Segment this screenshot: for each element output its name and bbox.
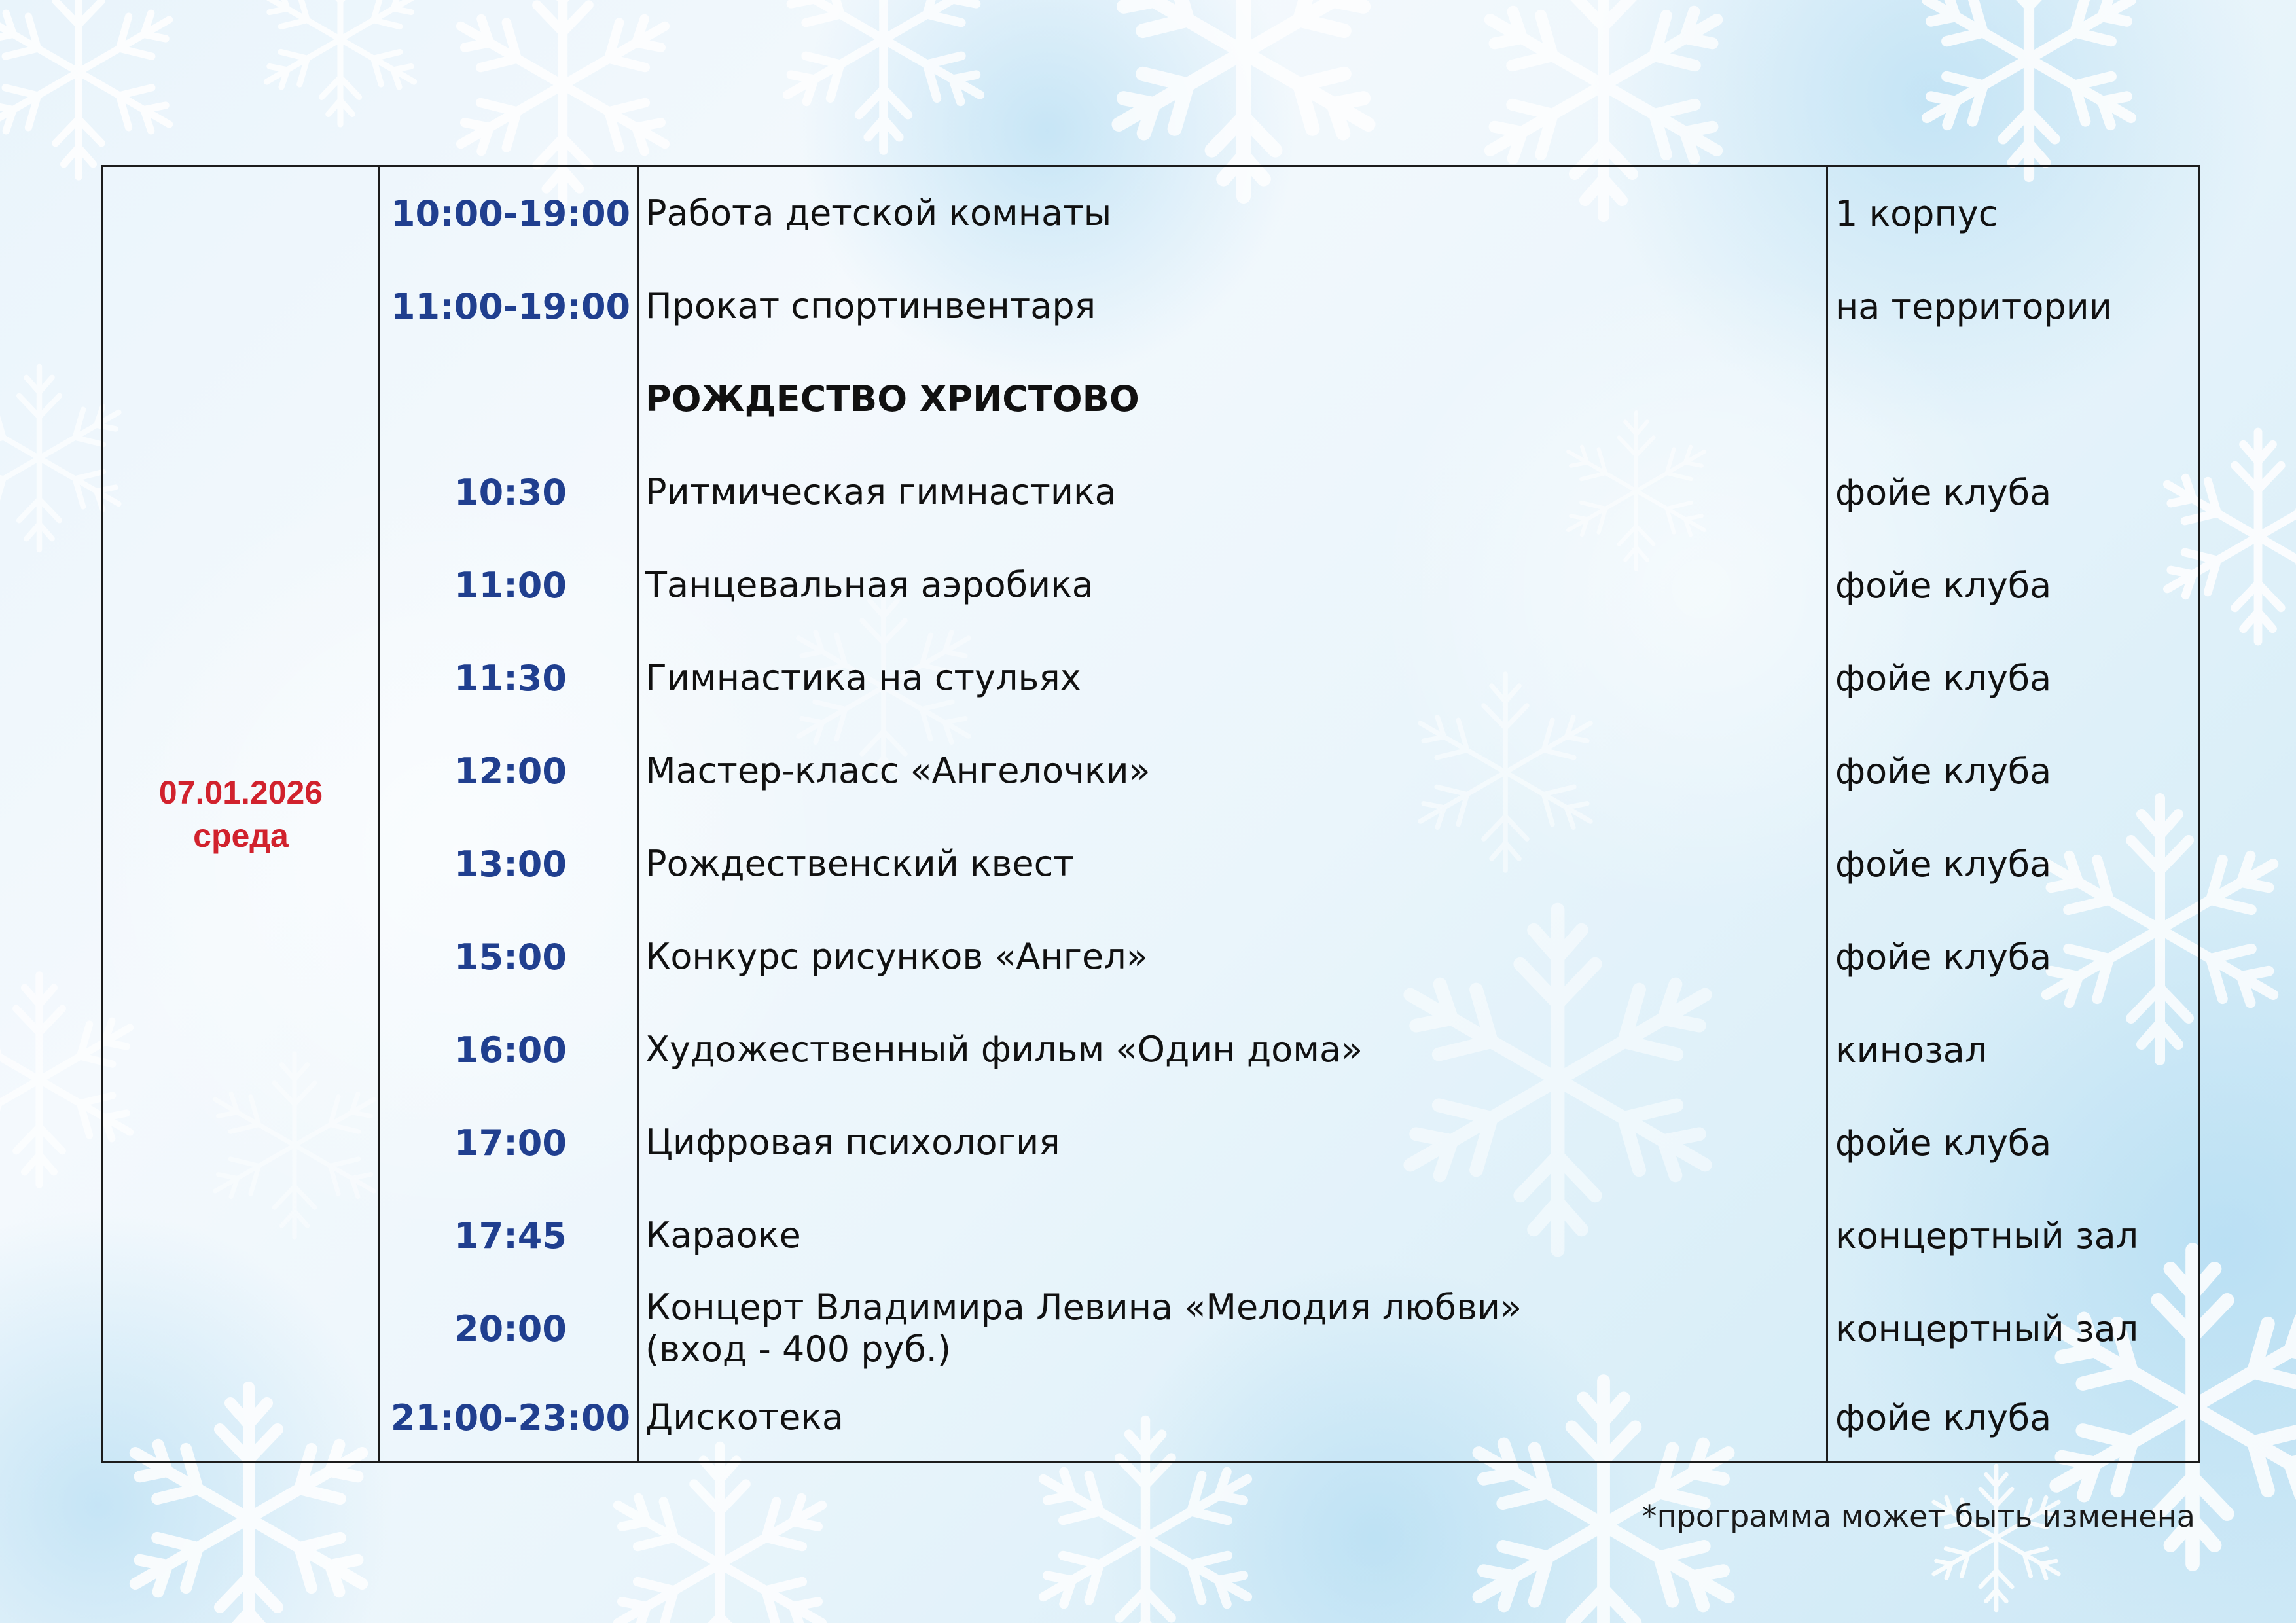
event-place: фойе клуба <box>1835 471 2052 513</box>
event-title-subline: (вход - 400 руб.) <box>645 1329 952 1370</box>
schedule-row <box>103 1371 2198 1464</box>
event-place: фойе клуба <box>1835 564 2052 606</box>
date-text: 07.01.2026 <box>158 774 323 811</box>
event-title-text: Гимнастика на стульях <box>645 657 1081 698</box>
event-place: концертный зал <box>1835 1215 2139 1257</box>
event-title-text: Ритмическая гимнастика <box>645 471 1117 512</box>
event-time: 11:30 <box>454 657 567 699</box>
schedule-row <box>103 1282 2198 1375</box>
event-place: на территории <box>1835 285 2112 327</box>
event-title-text: Рождественский квест <box>645 843 1074 884</box>
event-place: концертный зал <box>1835 1308 2139 1349</box>
event-title-text: Прокат спортинвентаря <box>645 285 1096 327</box>
event-place: фойе клуба <box>1835 843 2052 885</box>
event-time: 17:00 <box>454 1122 567 1164</box>
event-title-text: Работа детской комнаты <box>645 192 1112 234</box>
schedule-row <box>103 446 2198 539</box>
event-title-text: Дискотека <box>645 1397 844 1438</box>
event-title-text: Мастер-класс «Ангелочки» <box>645 750 1151 791</box>
event-time: 10:30 <box>454 471 567 513</box>
event-time: 16:00 <box>454 1029 567 1071</box>
weekday-text: среда <box>193 817 289 854</box>
schedule-row <box>103 910 2198 1003</box>
event-title <box>645 910 1823 1003</box>
event-title <box>645 817 1823 910</box>
event-place <box>1835 353 2189 446</box>
event-time: 21:00-23:00 <box>390 1397 631 1438</box>
schedule-row <box>103 167 2198 260</box>
event-title <box>645 446 1823 539</box>
schedule-row <box>103 724 2198 817</box>
event-title-text: Караоке <box>645 1215 801 1256</box>
event-time: 13:00 <box>454 843 567 885</box>
event-title-text: Цифровая психология <box>645 1122 1060 1163</box>
event-place: фойе клуба <box>1835 1397 2052 1438</box>
section-heading-row <box>103 353 2198 446</box>
event-title-text: Художественный фильм «Один дома» <box>645 1029 1363 1070</box>
event-time: 20:00 <box>454 1308 567 1349</box>
event-place: фойе клуба <box>1835 1122 2052 1164</box>
event-time <box>381 353 640 446</box>
event-place: кинозал <box>1835 1029 1988 1071</box>
event-title <box>645 1096 1823 1189</box>
event-time: 10:00-19:00 <box>390 192 631 234</box>
event-title-text: Концерт Владимира Левина «Мелодия любви» <box>645 1287 1522 1328</box>
event-title <box>645 1282 1823 1375</box>
event-title-text: Танцевальная аэробика <box>645 564 1094 605</box>
event-title <box>645 632 1823 724</box>
event-time: 11:00-19:00 <box>390 285 631 327</box>
section-heading <box>645 353 1823 446</box>
event-title <box>645 1189 1823 1282</box>
event-time: 15:00 <box>454 936 567 978</box>
schedule-table <box>101 165 2200 1463</box>
schedule-row <box>103 817 2198 910</box>
event-place: фойе клуба <box>1835 657 2052 699</box>
event-place: 1 корпус <box>1835 192 1998 234</box>
event-time: 12:00 <box>454 750 567 792</box>
schedule-row <box>103 260 2198 353</box>
footnote: *программа может быть изменена <box>1641 1499 2195 1534</box>
event-title <box>645 260 1823 353</box>
event-title <box>645 539 1823 632</box>
event-time: 11:00 <box>454 564 567 606</box>
schedule-row <box>103 632 2198 724</box>
event-title-text: Конкурс рисунков «Ангел» <box>645 936 1148 977</box>
event-place: фойе клуба <box>1835 936 2052 978</box>
event-title <box>645 1003 1823 1096</box>
schedule-row <box>103 1003 2198 1096</box>
event-time: 17:45 <box>454 1215 567 1257</box>
event-place: фойе клуба <box>1835 750 2052 792</box>
event-title <box>645 724 1823 817</box>
schedule-row <box>103 1096 2198 1189</box>
event-title <box>645 1371 1823 1464</box>
schedule-row <box>103 539 2198 632</box>
event-title <box>645 167 1823 260</box>
schedule-row <box>103 1189 2198 1282</box>
section-heading-text: РОЖДЕСТВО ХРИСТОВО <box>645 378 1139 419</box>
